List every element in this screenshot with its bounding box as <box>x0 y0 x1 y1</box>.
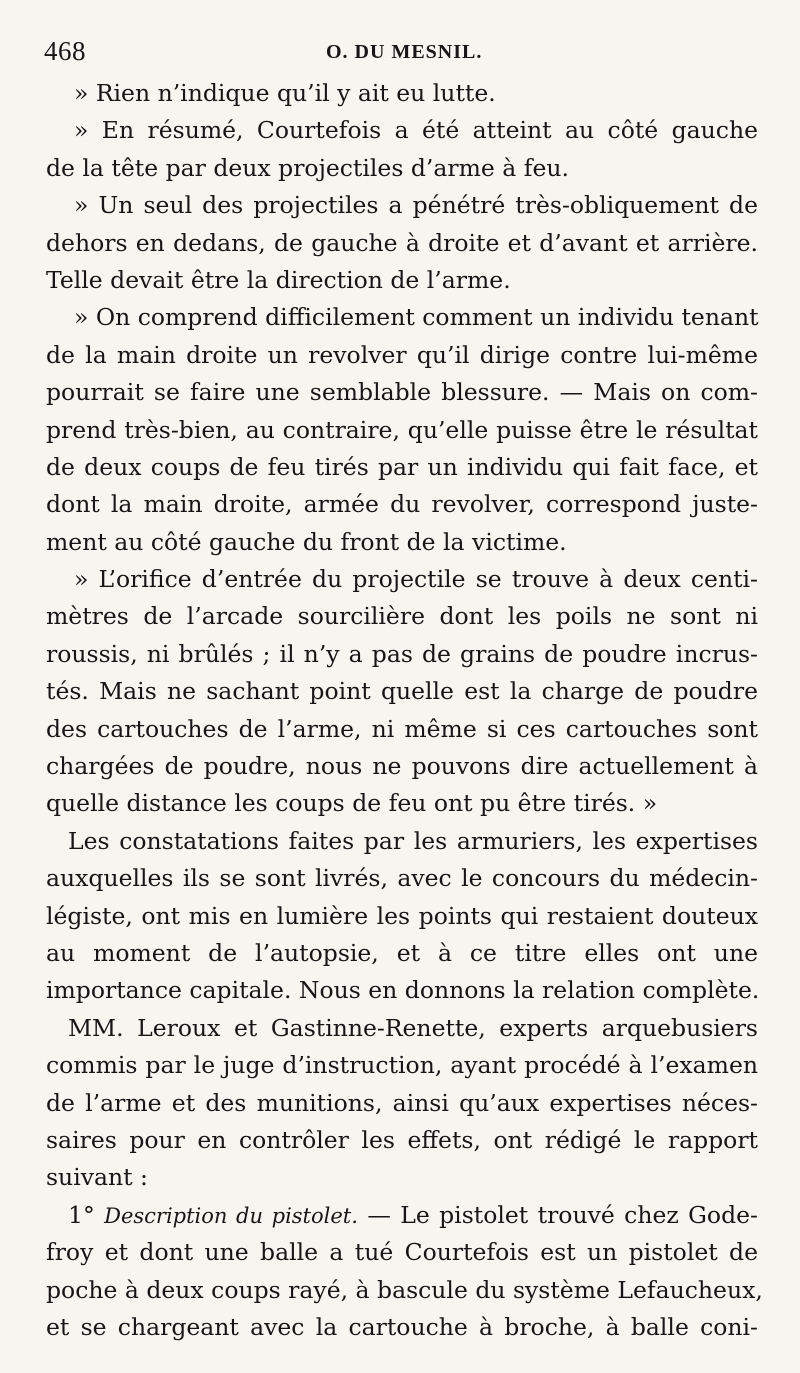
text-line: » On comprend difficilement comment un individu tenant <box>74 303 759 332</box>
text-line: au moment de l’autopsie, et à ce titre elles ont une <box>46 938 758 967</box>
text-line: de la tête par deux projectiles d’arme à feu. <box>46 153 569 182</box>
text-line: et se chargeant avec la cartouche à broche, à balle coni- <box>46 1312 758 1341</box>
text-line: des cartouches de l’arme, ni même si ces cartouches sont <box>46 714 758 743</box>
body-text <box>46 75 763 1346</box>
text-line: chargées de poudre, nous ne pouvons dire actuellement à <box>46 752 758 781</box>
text-line: MM. Leroux et Gastinne-Renette, experts arquebusiers <box>68 1013 758 1042</box>
text-line: » En résumé, Courtefois a été atteint au côté gauche <box>74 116 758 145</box>
text-line: saires pour en contrôler les effets, ont rédigé le rapport <box>46 1125 758 1154</box>
text-line: poche à deux coups rayé, à bascule du système Lefaucheux, <box>46 1275 763 1304</box>
text-line: mètres de l’arcade sourcilière dont les poils ne sont ni <box>46 602 758 631</box>
text-line: commis par le juge d’instruction, ayant procédé à l’examen <box>46 1051 758 1080</box>
section-title: Description du pistolet. <box>104 1203 358 1228</box>
text-line: légiste, ont mis en lumière les points qui restaient douteux <box>46 901 758 930</box>
section-number: 1° <box>68 1200 95 1229</box>
text-line: ment au côté gauche du front de la victime. <box>46 527 567 556</box>
text-line: Telle devait être la direction de l’arme. <box>46 265 511 294</box>
running-title: O. DU MESNIL. <box>326 41 483 63</box>
text-line: quelle distance les coups de feu ont pu être tirés. » <box>46 789 658 818</box>
text-line: — Le pistolet trouvé chez Gode- <box>367 1200 758 1229</box>
text-line: dont la main droite, armée du revolver, correspond juste- <box>46 490 758 519</box>
text-line: suivant : <box>46 1163 148 1192</box>
text-line: » Un seul des projectiles a pénétré très-obliquement de <box>74 191 758 220</box>
text-line: froy et dont une balle a tué Courtefois est un pistolet de <box>46 1238 758 1267</box>
section-heading-line <box>46 1197 758 1234</box>
text-line: Les constatations faites par les armuriers, les expertises <box>68 826 758 855</box>
page-number: 468 <box>44 36 86 66</box>
text-line: importance capitale. Nous en donnons la relation complète. <box>46 976 760 1005</box>
text-line: dehors en dedans, de gauche à droite et d’avant et arrière. <box>46 228 758 257</box>
text-line: de la main droite un revolver qu’il dirige contre lui-même <box>46 340 758 369</box>
text-line: pourrait se faire une semblable blessure. — Mais on com- <box>46 378 758 407</box>
text-line: tés. Mais ne sachant point quelle est la charge de poudre <box>46 677 758 706</box>
text-line: roussis, ni brûlés ; il n’y a pas de grains de poudre incrus- <box>46 639 758 668</box>
text-line: prend très-bien, au contraire, qu’elle puisse être le résultat <box>46 415 758 444</box>
text-line: auxquelles ils se sont livrés, avec le concours du médecin- <box>46 864 758 893</box>
text-line: » Rien n’indique qu’il y ait eu lutte. <box>74 79 496 107</box>
running-head <box>44 36 760 68</box>
text-line: de l’arme et des munitions, ainsi qu’aux expertises néces- <box>46 1088 758 1117</box>
text-line: » L’orifice d’entrée du projectile se trouve à deux centi- <box>74 565 758 594</box>
text-line: de deux coups de feu tirés par un individu qui fait face, et <box>46 452 758 481</box>
